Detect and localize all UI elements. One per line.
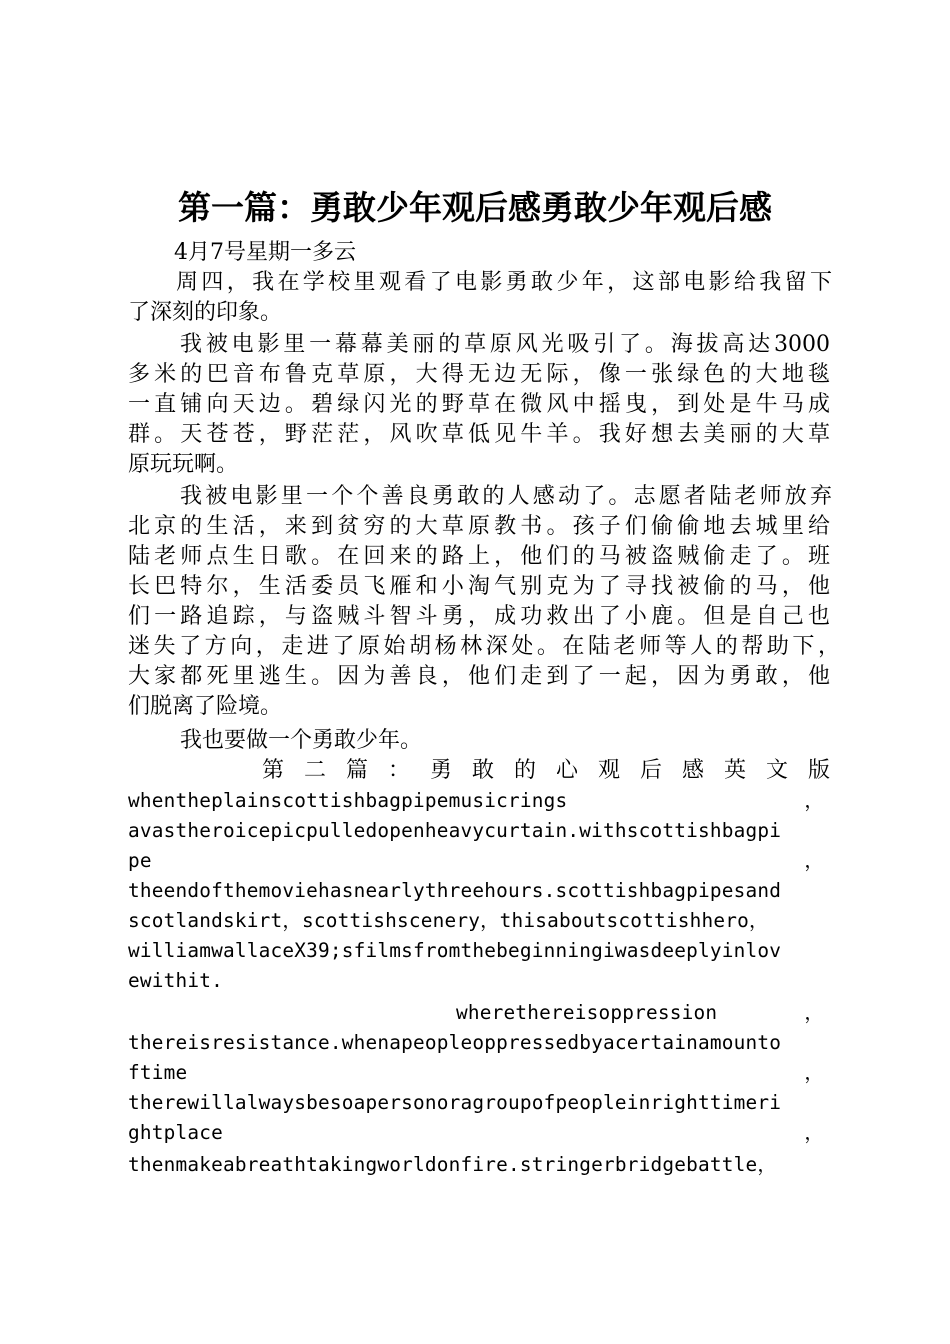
second-article-title: 第二篇：勇敢的心观后感英文版 [262, 758, 830, 783]
english-line-12-comma: ， [804, 1121, 824, 1144]
date-line: 4月7号星期一多云 [174, 240, 356, 265]
english-line-3-text: pe [128, 849, 152, 872]
english-line-8-text: wherethereisoppression [456, 1001, 718, 1024]
paragraph-3-line-7: 大家都死里逃生。因为善良，他们走到了一起，因为勇敢，他 [128, 664, 830, 689]
paragraph-3-line-3: 陆老师点生日歌。在回来的路上，他们的马被盗贼偷走了。班 [128, 544, 830, 569]
english-line-4: theendofthemoviehasnearlythreehours.scottishbagpipesand [128, 879, 782, 902]
page-title: 第一篇：勇敢少年观后感勇敢少年观后感 [178, 188, 772, 227]
english-line-2: avastheroicepicpulledopenheavycurtain.withscottishbagpi [128, 819, 782, 842]
paragraph-3-line-1: 我被电影里一个个善良勇敢的人感动了。志愿者陆老师放弃 [180, 484, 832, 509]
paragraph-3-line-8: 们脱离了险境。 [128, 694, 283, 719]
paragraph-1-line-2: 了深刻的印象。 [128, 300, 283, 325]
english-line-8 [128, 998, 830, 1028]
english-line-10-comma: ， [804, 1061, 824, 1084]
paragraph-3-line-2: 北京的生活，来到贫穷的大草原教书。孩子们偷偷地去城里给 [128, 514, 830, 539]
english-line-12-text: ghtplace [128, 1121, 223, 1144]
english-line-8-comma: ， [804, 1001, 824, 1024]
paragraph-2-line-5: 原玩玩啊。 [128, 452, 239, 477]
paragraph-3-line-4: 长巴特尔，生活委员飞雁和小淘气别克为了寻找被偷的马，他 [128, 574, 830, 599]
paragraph-3-line-6: 迷失了方向，走进了原始胡杨林深处。在陆老师等人的帮助下， [128, 634, 840, 659]
paragraph-2-line-4: 群。天苍苍，野茫茫，风吹草低见牛羊。我好想去美丽的大草 [128, 422, 830, 447]
paragraph-2-line-3: 一直铺向天边。碧绿闪光的野草在微风中摇曳，到处是牛马成 [128, 392, 830, 417]
english-line-10 [128, 1058, 830, 1088]
english-line-13: thenmakeabreathtakingworldonfire.stringerbridgebattle， [128, 1153, 777, 1176]
english-line-9: thereisresistance.whenapeopleoppressedbyacertainamounto [128, 1031, 782, 1054]
paragraph-2-line-1: 我被电影里一幕幕美丽的草原风光吸引了。海拔高达3000 [180, 332, 830, 357]
english-line-1 [128, 786, 830, 816]
english-line-5: scotlandskirt，scottishscenery，thisaboutscottishhero， [128, 909, 769, 932]
english-line-10-text: ftime [128, 1061, 188, 1084]
english-line-11: therewillalwaysbesoapersonoragroupofpeopleinrighttimeri [128, 1091, 782, 1114]
english-line-3 [128, 846, 830, 876]
english-line-6: williamwallaceX39;sfilmsfromthebeginningiwasdeeplyinlov [128, 939, 782, 962]
english-line-1-text: whentheplainscottishbagpipemusicrings [128, 789, 568, 812]
paragraph-4-line-1: 我也要做一个勇敢少年。 [180, 728, 423, 753]
english-line-1-comma: ， [804, 789, 824, 812]
paragraph-2-line-2: 多米的巴音布鲁克草原，大得无边无际，像一张绿色的大地毯 [128, 362, 830, 387]
paragraph-3-line-5: 们一路追踪，与盗贼斗智斗勇，成功救出了小鹿。但是自己也 [128, 604, 830, 629]
english-line-3-comma: ， [804, 849, 824, 872]
paragraph-1-line-1: 周四，我在学校里观看了电影勇敢少年，这部电影给我留下 [176, 270, 832, 295]
english-line-7: ewithit. [128, 969, 223, 992]
english-line-12 [128, 1118, 830, 1148]
